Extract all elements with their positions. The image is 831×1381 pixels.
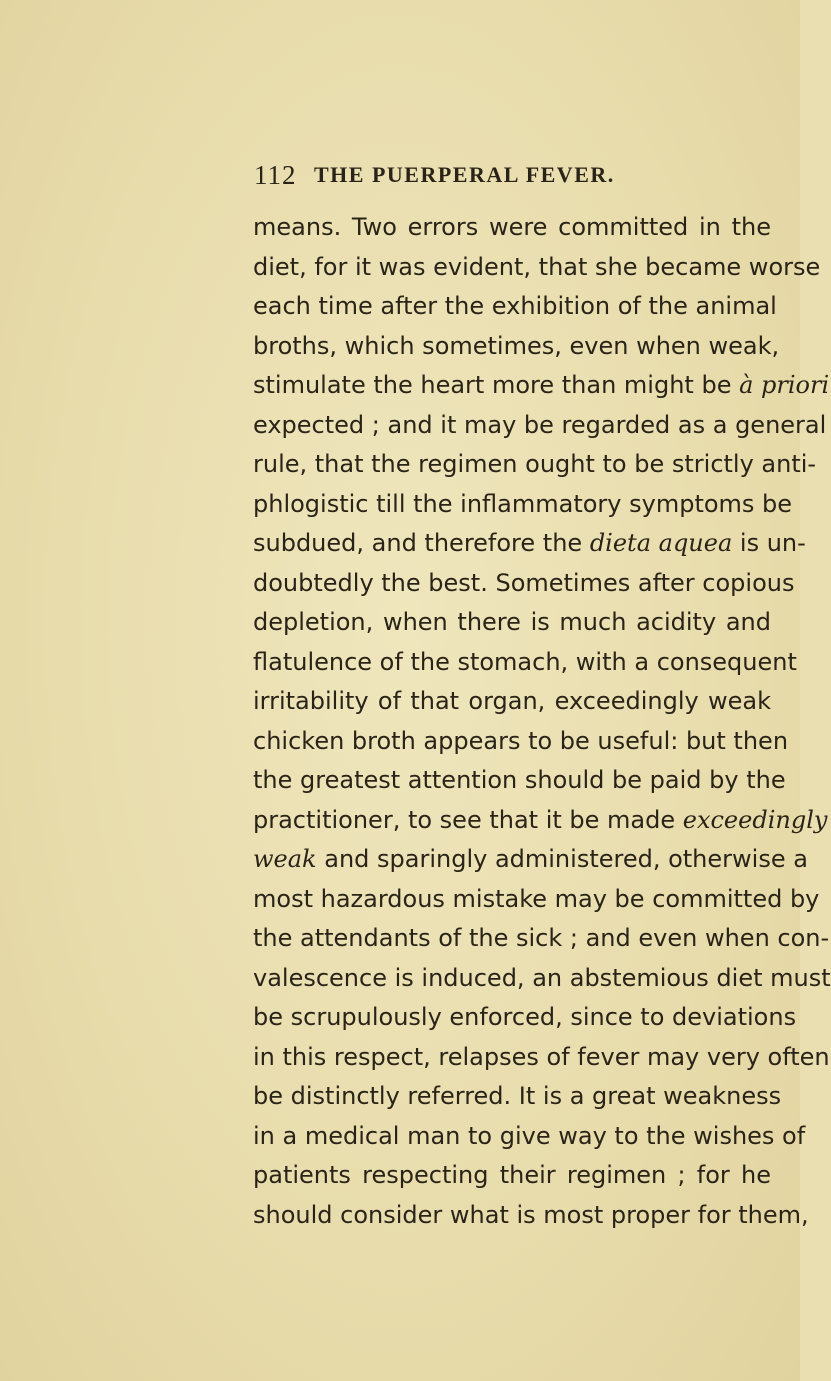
italic-phrase: exceedingly <box>682 805 828 834</box>
line-text: doubtedly the best. Sometimes after copious <box>253 568 795 597</box>
line-text: should consider what is most proper for them, <box>253 1200 809 1229</box>
line-text: stimulate the heart more than might be <box>253 371 740 399</box>
text-line <box>253 761 786 801</box>
line-text: phlogistic till the inflammatory symptoms be <box>253 489 793 518</box>
text-line <box>253 919 830 959</box>
line-text: is un- <box>732 529 806 557</box>
text-line <box>253 406 827 446</box>
line-text: irritability of that organ, exceedingly weak <box>253 687 771 715</box>
line-text: valescence is induced, an abstemious diet must <box>253 963 831 992</box>
line-text: depletion, when there is much acidity and <box>253 608 771 636</box>
line-text: practitioner, to see that it be made <box>253 805 683 834</box>
text-line <box>253 840 808 880</box>
italic-phrase: dieta aquea <box>589 529 733 557</box>
text-line <box>253 445 817 485</box>
text-line <box>253 880 820 920</box>
running-title: THE PUERPERAL FEVER. <box>314 162 615 187</box>
italic-phrase: à priori <box>739 371 830 399</box>
line-text: most hazardous mistake may be committed by <box>253 884 820 913</box>
text-line <box>253 603 771 643</box>
line-text: and sparingly administered, otherwise a <box>316 845 808 873</box>
line-text: broths, which sometimes, even when weak, <box>253 331 780 360</box>
text-line <box>253 1196 809 1236</box>
text-line <box>253 682 771 722</box>
line-text: patients respecting their regimen ; for he <box>253 1161 771 1189</box>
line-text: the attendants of the sick ; and even when con- <box>253 924 830 952</box>
text-line <box>253 524 806 564</box>
line-text: expected ; and it may be regarded as a general <box>253 410 827 439</box>
line-text: means. Two errors were committed in the <box>253 213 771 241</box>
text-line <box>253 1077 782 1117</box>
text-line <box>253 1156 771 1196</box>
text-line <box>253 327 780 367</box>
line-text: diet, for it was evident, that she became worse <box>253 252 821 281</box>
text-line <box>253 801 828 841</box>
line-text: subdued, and therefore the <box>253 529 590 557</box>
text-line <box>253 1117 806 1157</box>
line-text: in a medical man to give way to the wishes of <box>253 1121 806 1150</box>
text-line <box>253 959 831 999</box>
line-text: be scrupulously enforced, since to deviations <box>253 1003 797 1031</box>
page-number: 112 <box>254 160 297 190</box>
line-text: in this respect, relapses of fever may very often <box>253 1042 830 1071</box>
text-line <box>253 248 821 288</box>
text-line <box>253 998 797 1038</box>
text-line <box>253 485 793 525</box>
text-line <box>253 366 830 406</box>
body-text <box>253 208 831 1235</box>
text-line <box>253 208 771 248</box>
text-line <box>253 1038 830 1078</box>
text-line <box>253 287 777 327</box>
text-line <box>253 643 797 683</box>
text-line <box>253 564 795 604</box>
page-header <box>254 160 774 200</box>
line-text: rule, that the regimen ought to be strictly anti- <box>253 450 817 478</box>
line-text: flatulence of the stomach, with a consequent <box>253 647 797 676</box>
line-text: the greatest attention should be paid by the <box>253 766 786 794</box>
text-line <box>253 722 789 762</box>
line-text: be distinctly referred. It is a great weakness <box>253 1082 782 1110</box>
line-text: each time after the exhibition of the animal <box>253 292 777 320</box>
line-text: chicken broth appears to be useful: but then <box>253 726 789 755</box>
italic-phrase: weak <box>253 845 317 873</box>
